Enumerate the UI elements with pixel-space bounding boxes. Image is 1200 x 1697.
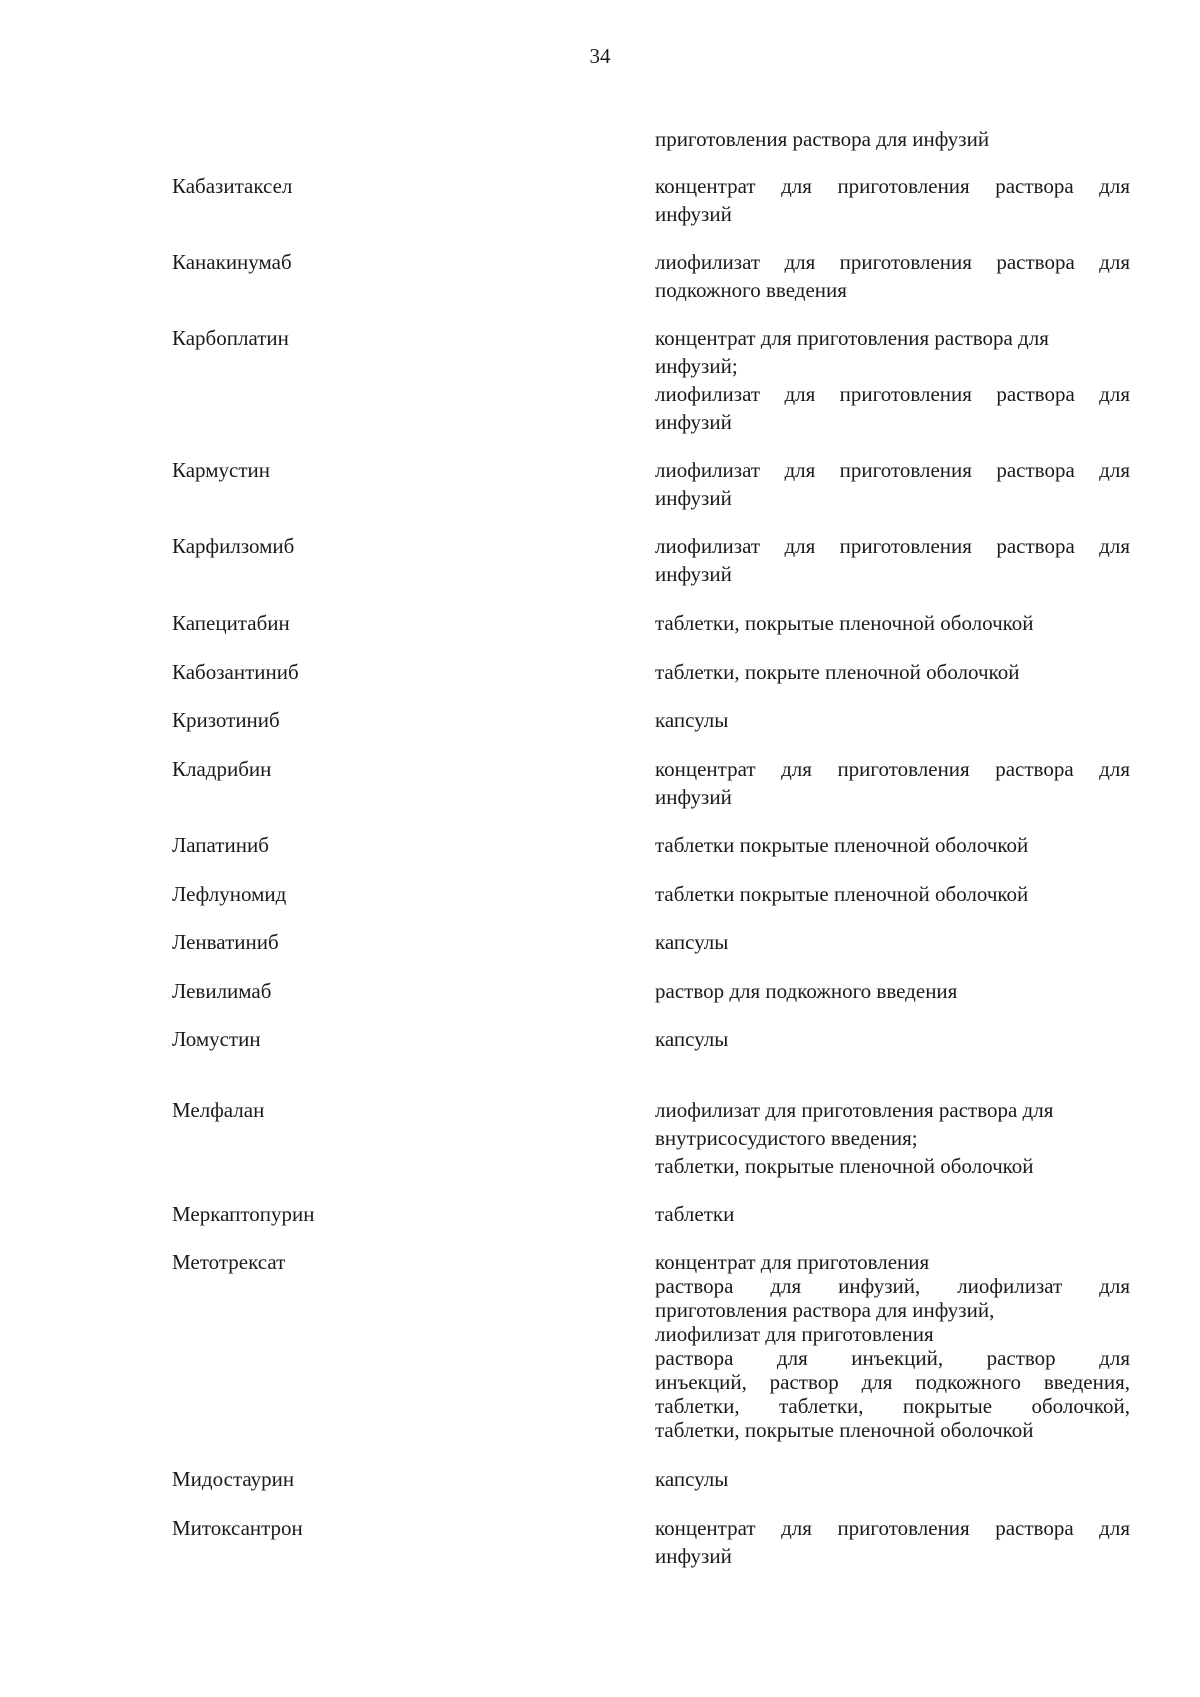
dosage-form-line: капсулы — [655, 1467, 729, 1491]
dosage-form-line: лиофилизат для приготовления раствора для — [655, 458, 1130, 482]
drug-name: Ломустин — [172, 1027, 261, 1051]
dosage-form-line: таблетки, покрытые пленочной оболочкой — [655, 1154, 1034, 1178]
page-number: 34 — [589, 44, 611, 68]
dosage-form-line: таблетки, таблетки, покрытые оболочкой, — [655, 1394, 1130, 1418]
dosage-form-line: внутрисосудистого введения; — [655, 1126, 918, 1150]
dosage-form-line: концентрат для приготовления — [655, 1250, 930, 1274]
dosage-form-line: инфузий — [655, 486, 732, 510]
form-continuation: приготовления раствора для инфузий — [655, 127, 990, 151]
drug-name: Кабазитаксел — [172, 174, 293, 198]
drug-name: Меркаптопурин — [172, 1202, 315, 1226]
dosage-form-line: инъекций, раствор для подкожного введения, — [655, 1370, 1130, 1394]
dosage-form-line: таблетки покрытые пленочной оболочкой — [655, 833, 1029, 857]
dosage-form-line: концентрат для приготовления раствора для — [655, 757, 1130, 781]
drug-name: Мидостаурин — [172, 1467, 295, 1491]
dosage-form-line: лиофилизат для приготовления раствора для — [655, 534, 1130, 558]
dosage-form-line: инфузий — [655, 562, 732, 586]
dosage-form-line: приготовления раствора для инфузий, — [655, 1298, 995, 1322]
dosage-form-line: инфузий — [655, 785, 732, 809]
dosage-form-line: таблетки — [655, 1202, 735, 1226]
drug-name: Метотрексат — [172, 1250, 286, 1274]
dosage-form-line: таблетки, покрытые пленочной оболочкой — [655, 1418, 1034, 1442]
dosage-form-line: капсулы — [655, 1027, 729, 1051]
dosage-form-line: концентрат для приготовления раствора для — [655, 174, 1130, 198]
drug-name: Карбоплатин — [172, 326, 289, 350]
drug-name: Капецитабин — [172, 611, 290, 635]
dosage-form-line: капсулы — [655, 930, 729, 954]
drug-name: Кармустин — [172, 458, 270, 482]
drug-name: Левилимаб — [172, 979, 272, 1003]
dosage-form-line: концентрат для приготовления раствора для — [655, 326, 1049, 350]
drug-name: Кладрибин — [172, 757, 272, 781]
dosage-form-line: раствора для инъекций, раствор для — [655, 1346, 1130, 1370]
drug-name: Канакинумаб — [172, 250, 292, 274]
dosage-form-line: лиофилизат для приготовления — [655, 1322, 934, 1346]
dosage-form-line: раствор для подкожного введения — [655, 979, 958, 1003]
dosage-form-line: лиофилизат для приготовления раствора для — [655, 250, 1130, 274]
drug-name: Кризотиниб — [172, 708, 280, 732]
dosage-form-line: лиофилизат для приготовления раствора для — [655, 1098, 1054, 1122]
dosage-form-line: капсулы — [655, 708, 729, 732]
dosage-form-line: таблетки, покрыте пленочной оболочкой — [655, 660, 1020, 684]
drug-name: Митоксантрон — [172, 1516, 303, 1540]
dosage-form-line: инфузий — [655, 410, 732, 434]
dosage-form-line: таблетки, покрытые пленочной оболочкой — [655, 611, 1034, 635]
drug-name: Лапатиниб — [172, 833, 269, 857]
dosage-form-line: инфузий; — [655, 354, 738, 378]
dosage-form-line: таблетки покрытые пленочной оболочкой — [655, 882, 1029, 906]
dosage-form-line: подкожного введения — [655, 278, 847, 302]
drug-name: Лефлуномид — [172, 882, 287, 906]
drug-name: Мелфалан — [172, 1098, 265, 1122]
dosage-form-line: концентрат для приготовления раствора для — [655, 1516, 1130, 1540]
dosage-form-line: раствора для инфузий, лиофилизат для — [655, 1274, 1130, 1298]
dosage-form-line: лиофилизат для приготовления раствора для — [655, 382, 1130, 406]
drug-name: Кабозантиниб — [172, 660, 299, 684]
drug-name: Карфилзомиб — [172, 534, 295, 558]
drug-name: Ленватиниб — [172, 930, 279, 954]
dosage-form-line: инфузий — [655, 202, 732, 226]
dosage-form-line: инфузий — [655, 1544, 732, 1568]
